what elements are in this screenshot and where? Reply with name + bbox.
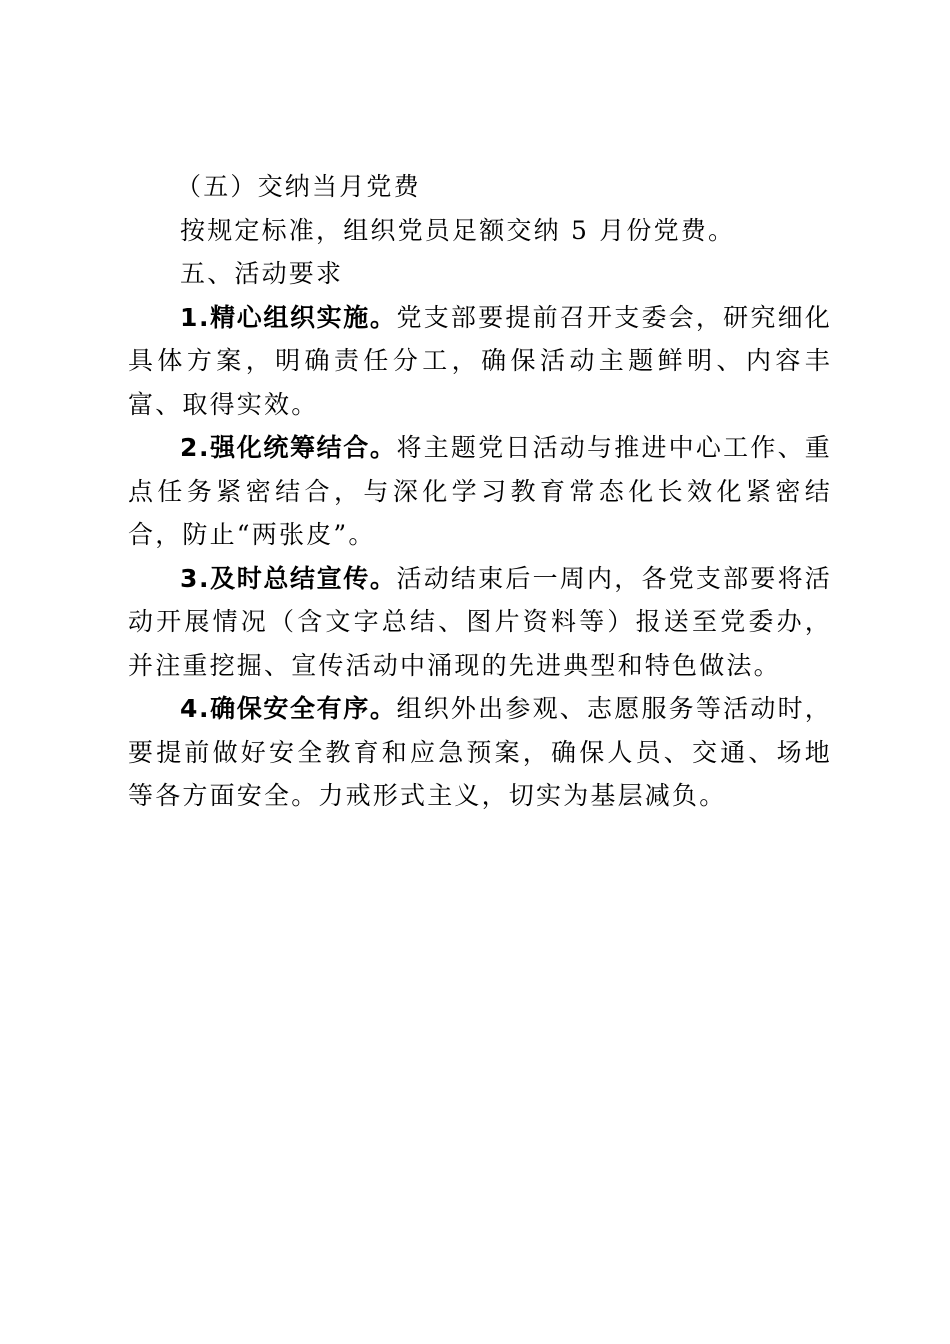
requirement-item-2-text: 将主题党日活动与推进中心工作、重点任务紧密结合，与深化学习教育常态化长效化紧密结合，防止“两张皮”。 xyxy=(128,433,832,549)
requirement-item-3-lead: 3.及时总结宣传。 xyxy=(180,563,397,593)
requirement-item-3-text: 活动结束后一周内，各党支部要将活动开展情况（含文字总结、图片资料等）报送至党委办，并注重挖掘、宣传活动中涌现的先进典型和特色做法。 xyxy=(128,563,832,680)
requirement-item-4-text: 组织外出参观、志愿服务等活动时，要提前做好安全教育和应急预案，确保人员、交通、场地等各方面安全。力戒形式主义，切实为基层减负。 xyxy=(128,694,832,810)
requirement-item-3 xyxy=(128,557,832,688)
requirement-item-4-lead: 4.确保安全有序。 xyxy=(180,694,397,723)
document-page xyxy=(128,165,832,818)
requirement-item-1 xyxy=(128,296,832,427)
requirement-item-1-text: 党支部要提前召开支委会，研究细化具体方案，明确责任分工，确保活动主题鲜明、内容丰富、取得实效。 xyxy=(128,302,832,419)
paragraph-pay-dues: 按规定标准，组织党员足额交纳 5 月份党费。 xyxy=(180,215,736,245)
section-heading-requirements: 五、活动要求 xyxy=(180,259,344,288)
requirement-item-4 xyxy=(128,687,832,818)
requirement-item-2 xyxy=(128,426,832,557)
requirement-item-2-lead: 2.强化统筹结合。 xyxy=(180,433,397,462)
requirement-item-1-lead: 1.精心组织实施。 xyxy=(180,302,397,332)
subsection-heading-pay-dues: （五）交纳当月党费 xyxy=(176,172,421,201)
